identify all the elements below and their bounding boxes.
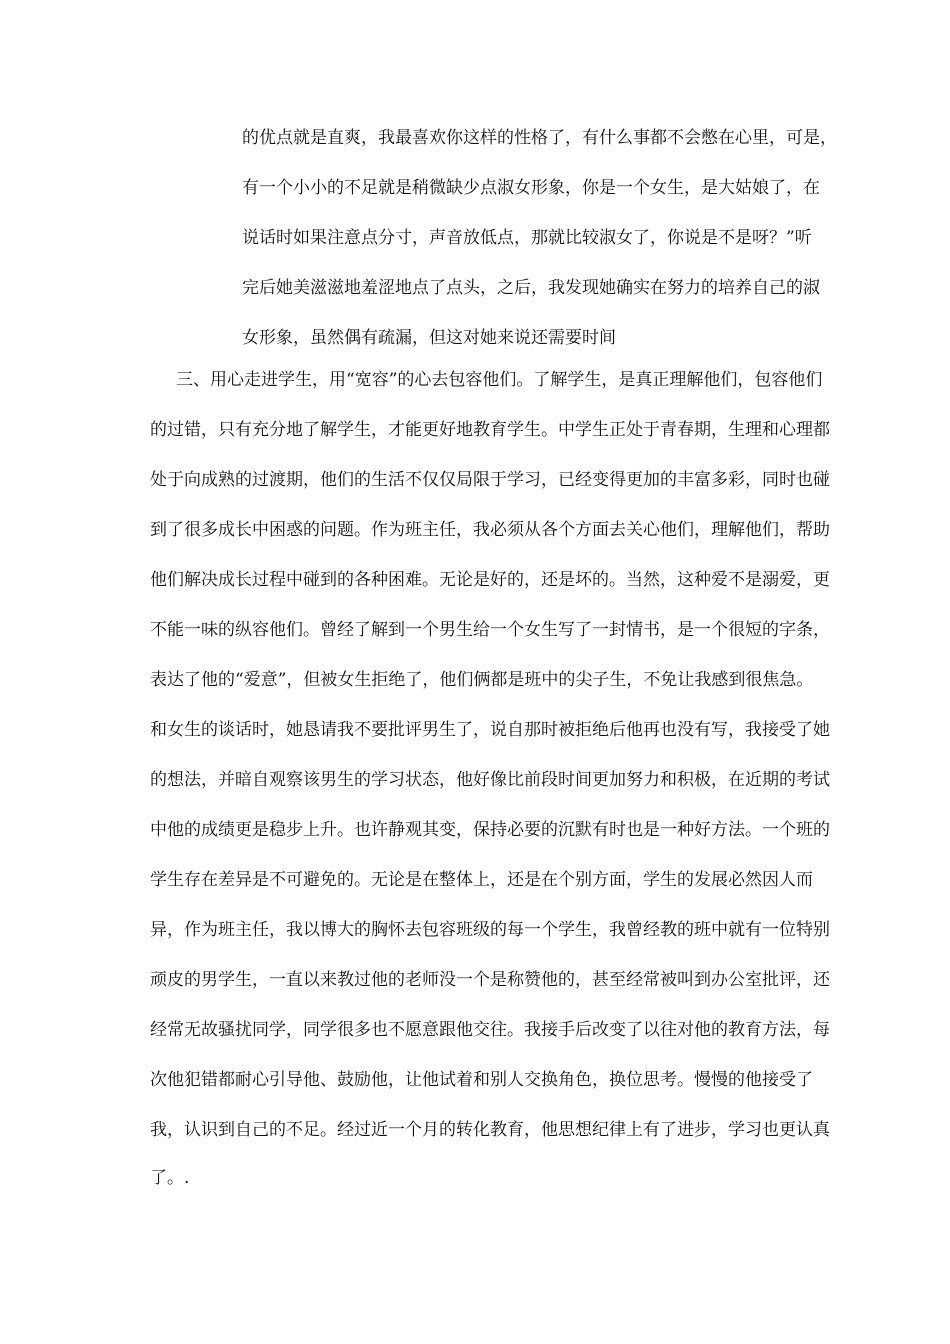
body-line: 我，认识到自己的不足。经过近一个月的转化教育，他思想纪律上有了进步，学习也更认真	[150, 1120, 830, 1140]
body-line: 次他犯错都耐心引导他、鼓励他，让他试着和别人交换角色，换位思考。慢慢的他接受了	[150, 1070, 813, 1090]
body-line: 了。.	[150, 1168, 190, 1188]
body-line: 的过错，只有充分地了解学生，才能更好地教育学生。中学生正处于青春期，生理和心理都	[150, 420, 830, 440]
body-line: 他们解决成长过程中碰到的各种困难。无论是好的，还是坏的。当然，这种爱不是溺爱，更	[150, 570, 830, 590]
quote-line: 的优点就是直爽，我最喜欢你这样的性格了，有什么事都不会憋在心里，可是，	[242, 128, 837, 148]
body-line: 和女生的谈话时，她恳请我不要批评男生了，说自那时被拒绝后他再也没有写，我接受了她	[150, 720, 830, 740]
body-line: 的想法，并暗自观察该男生的学习状态，他好像比前段时间更加努力和积极，在近期的考试	[150, 770, 830, 790]
body-line: 顽皮的男学生，一直以来教过他的老师没一个是称赞他的，甚至经常被叫到办公室批评，还	[150, 970, 830, 990]
body-line: 处于向成熟的过渡期，他们的生活不仅仅局限于学习，已经变得更加的丰富多彩，同时也碰	[150, 470, 830, 490]
quote-line: 完后她美滋滋地羞涩地点了点头，之后，我发现她确实在努力的培养自己的淑	[242, 278, 820, 298]
body-line: 中他的成绩更是稳步上升。也许静观其变，保持必要的沉默有时也是一种好方法。一个班的	[150, 820, 830, 840]
body-line: 不能一味的纵容他们。曾经了解到一个男生给一个女生写了一封情书，是一个很短的字条，	[150, 620, 830, 640]
body-line: 表达了他的“爱意”，但被女生拒绝了，他们俩都是班中的尖子生，不免让我感到很焦急。	[150, 670, 814, 690]
quote-line: 女形象，虽然偶有疏漏，但这对她来说还需要时间	[242, 328, 616, 348]
quote-line: 说话时如果注意点分寸，声音放低点，那就比较淑女了，你说是不是呀？”听	[242, 228, 812, 248]
body-line: 异，作为班主任，我以博大的胸怀去包容班级的每一个学生，我曾经教的班中就有一位特别	[150, 920, 830, 940]
body-line: 学生存在差异是不可避免的。无论是在整体上，还是在个别方面，学生的发展必然因人而	[150, 870, 813, 890]
body-line: 到了很多成长中困惑的问题。作为班主任，我必须从各个方面去关心他们，理解他们，帮助	[150, 520, 830, 540]
body-line: 经常无故骚扰同学，同学很多也不愿意跟他交往。我接手后改变了以往对他的教育方法，每	[150, 1020, 830, 1040]
body-line: 三、用心走进学生，用“宽容”的心去包容他们。了解学生，是真正理解他们，包容他们	[176, 370, 823, 390]
quote-line: 有一个小小的不足就是稍微缺少点淑女形象，你是一个女生，是大姑娘了，在	[242, 178, 820, 198]
